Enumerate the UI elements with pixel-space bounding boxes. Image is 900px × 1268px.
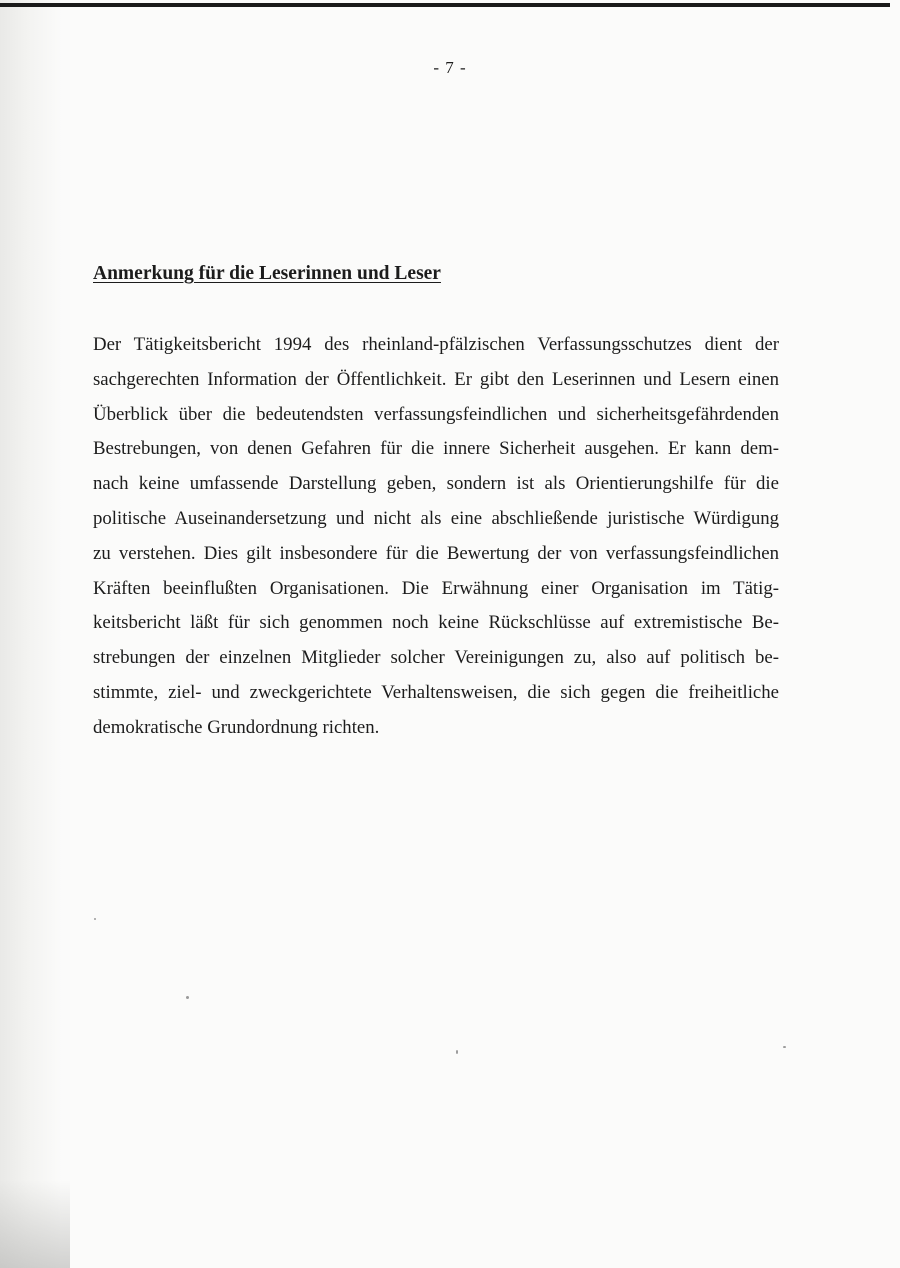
- scan-speck: [186, 996, 189, 999]
- paragraph-line: nach keine umfassende Darstellung geben, sondern ist als Orientierungshilfe für die: [93, 473, 779, 495]
- paragraph-line: Kräften beeinflußten Organisationen. Die Erwähnung einer Organisation im Tätig-: [93, 577, 779, 599]
- scan-speck: [94, 918, 96, 920]
- paragraph-line: stimmte, ziel- und zweckgerichtete Verhaltensweisen, die sich gegen die freiheitliche: [93, 681, 779, 703]
- paragraph-line: Überblick über die bedeutendsten verfassungsfeindlichen und sicherheitsgefährdenden: [93, 403, 779, 425]
- paragraph-line: keitsbericht läßt für sich genommen noch keine Rückschlüsse auf extremistische Be-: [93, 612, 779, 634]
- paragraph-line: Bestrebungen, von denen Gefahren für die innere Sicherheit ausgehen. Er kann dem-: [93, 438, 779, 460]
- paragraph-line: strebungen der einzelnen Mitglieder solcher Vereinigungen zu, also auf politisch be-: [93, 647, 779, 669]
- top-rule: [0, 3, 890, 7]
- scan-corner-shadow: [0, 1180, 70, 1268]
- scan-speck: [783, 1046, 786, 1048]
- section-heading: Anmerkung für die Leserinnen und Leser: [93, 263, 441, 284]
- paragraph-line: politische Auseinandersetzung und nicht als eine abschließende juristische Würdigung: [93, 507, 779, 529]
- paragraph-line: Der Tätigkeitsbericht 1994 des rheinland-pfälzischen Verfassungsschutzes dient der: [93, 334, 779, 355]
- scan-left-edge-shadow: [0, 0, 62, 1268]
- scan-speck: [456, 1050, 458, 1054]
- paragraph-line: zu verstehen. Dies gilt insbesondere für die Bewertung der von verfassungsfeindlichen: [93, 542, 779, 564]
- page-number: - 7 -: [433, 58, 467, 77]
- paragraph-line: demokratische Grundordnung richten.: [93, 716, 380, 738]
- paragraph-line: sachgerechten Information der Öffentlichkeit. Er gibt den Leserinnen und Lesern einen: [93, 368, 779, 390]
- body-paragraph: [93, 328, 779, 746]
